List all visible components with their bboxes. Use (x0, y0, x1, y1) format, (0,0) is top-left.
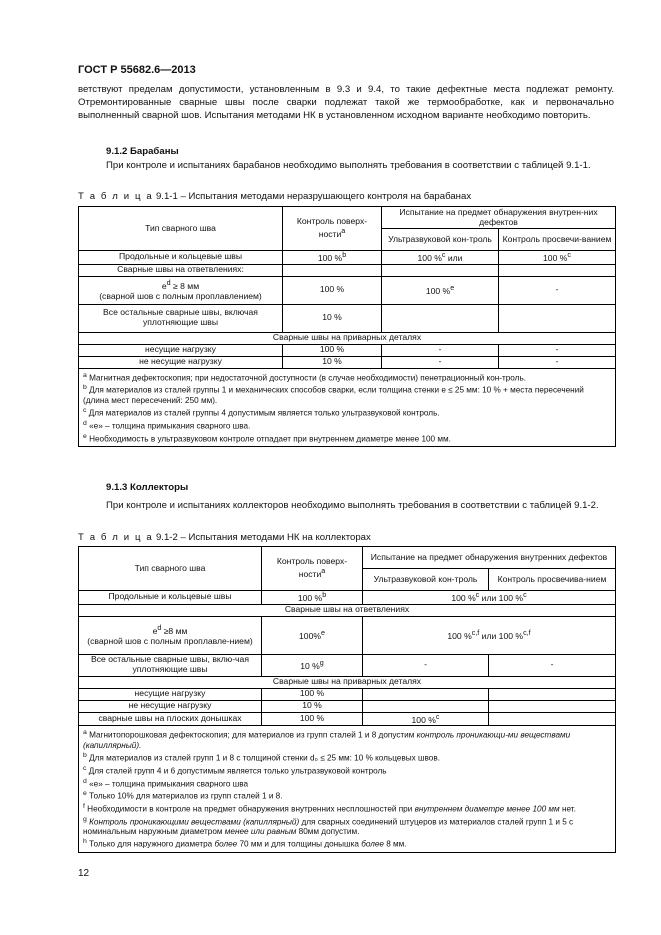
cell-branch-header: Сварные швы на ответвлениях (79, 604, 616, 616)
footnote-text: Для материалов из сталей группы 1 и механических способов сварки, если толщина стенки e ≤ 25 мм: 10 % + места пересечений (длина мест пересечений: 250 мм). (83, 386, 584, 406)
col-header-surface (283, 207, 382, 251)
footnote-text: Магнитная дефектоскопия; при недостаточной доступности (в случае необходимости) пенетрационный кон-троль. (86, 373, 526, 383)
footnote-text: Для материалов из сталей группы 4 допустимым является только ультразвуковой контроль. (86, 408, 440, 418)
footnote-text: Только 10% для материалов из групп сталей 1 и 8. (86, 791, 283, 801)
cell-internal (363, 591, 616, 605)
intro-paragraph: ветствуют пределам допустимости, установленным в 9.3 и 9.4, то такие дефектные места подлежат ремонту. Отремонтированные сварные швы после сварки подлежат такой же термообработке, как и первоначально выполненный сварной шов. Испытания методами НК в установленном исходном варианте необходимо повторить. (78, 84, 614, 121)
footnote (83, 371, 611, 384)
col-header-surface-text: Контроль поверх-ности (296, 216, 368, 239)
cell-surface: 100 % (283, 276, 382, 304)
cell-value: 100 % (451, 592, 476, 603)
footnote-mark: e (83, 432, 87, 440)
cell-rt (499, 251, 616, 265)
table-9-1-2-caption (78, 532, 371, 543)
cell-weld-type: Все остальные сварные швы, вклю-чая уплотняющие швы (79, 654, 262, 676)
cell-empty (499, 304, 616, 332)
footnote-text: «e» – толщина примыкания сварного шва (86, 779, 249, 789)
footnote-mark: e (83, 790, 87, 798)
footnote-ref: c,f (523, 628, 531, 637)
cell-surface: 10 % (283, 304, 382, 332)
footnote-mark: c (83, 764, 87, 772)
caption-text: 9.1-2 – Испытания методами НК на коллекторах (153, 532, 371, 543)
col-header-ut: Ультразвуковой кон-троль (382, 229, 499, 251)
footnote-text: Для сталей групп 4 и 6 допустимым является только ультразвуковой контроль (86, 766, 387, 776)
footnote-text: Необходимость в ультразвуковом контроле отпадает при внутреннем диаметре менее 100 мм. (86, 434, 451, 444)
footnote (83, 406, 611, 419)
col-header-surface-text: Контроль поверх-ности (276, 556, 348, 579)
footnote-ref: c (441, 251, 446, 259)
footnote-ref: а (341, 227, 346, 236)
footnote (83, 837, 611, 850)
col-header-internal: Испытание на предмет обнаружения внутренних дефектов (363, 547, 616, 569)
cell-weld-type: несущие нагрузку (79, 688, 262, 700)
cell-ut: - (363, 654, 489, 676)
cell-value: или 100 % (479, 630, 524, 641)
footnote-text: для сварных соединений штуцеров из материалов сталей групп 1 и 5 с номинальным наружным диаметром (83, 817, 574, 837)
cell-text: (сварной шов с полным проплавлением) (99, 290, 262, 301)
section-9-1-3-heading: 9.1.3 Коллекторы (106, 482, 189, 493)
cell-weld-type: Продольные и кольцевые швы (79, 591, 262, 605)
cell-text: (сварной шов с полным проплавле-нием) (87, 635, 253, 646)
footnote (83, 815, 611, 838)
cell-text: e (152, 625, 158, 636)
footnote-text: Магнитопорошковая дефектоскопия; для материалов из групп сталей 1 и 8 допустим (86, 731, 417, 741)
cell-value: 100 % (411, 714, 436, 725)
footnote-ref: b (322, 591, 327, 599)
col-header-weld-type: Тип сварного шва (79, 207, 283, 251)
cell-value: 100 % (425, 285, 451, 296)
col-header-rt: Контроль просвечива-нием (489, 569, 616, 591)
cell-text: ≥ 8 мм (170, 280, 200, 291)
table-row (79, 356, 616, 368)
footnote-mark: d (83, 419, 87, 427)
cell-surface: 100 % (283, 344, 382, 356)
table-row (79, 700, 616, 712)
footnote-text: 70 мм и для толщины донышка (237, 840, 362, 850)
cell-rt: - (499, 356, 616, 368)
col-header-internal: Испытание на предмет обнаружения внутрен-них дефектов (382, 207, 616, 229)
cell-value: или 100 % (479, 592, 524, 603)
caption-text: 9.1-1 – Испытания методами неразрушающего контроля на барабанах (153, 191, 472, 202)
footnote-ref: d (166, 278, 171, 287)
cell-value: 100 % (417, 252, 442, 263)
footnote (83, 764, 611, 777)
cell-weld-type: сварные швы на плоских донышках (79, 712, 262, 726)
caption-prefix: Т а б л и ц а (78, 532, 154, 543)
footnote-mark: а (83, 371, 87, 379)
cell-surface: 100 % (262, 712, 363, 726)
cell-rt: - (499, 344, 616, 356)
footnote-mark: а (83, 729, 87, 737)
cell-branch-header: Сварные швы на ответвлениях: (79, 264, 283, 276)
cell-internal (363, 616, 616, 654)
footnote (83, 432, 611, 445)
table-9-1-1-caption (78, 191, 471, 202)
footnote (83, 728, 611, 751)
footnote-ref: c (475, 591, 480, 599)
cell-ut: - (382, 356, 499, 368)
section-9-1-2-heading: 9.1.2 Барабаны (106, 146, 179, 157)
document-header: ГОСТ Р 55682.6—2013 (78, 64, 196, 76)
cell-empty (363, 688, 489, 700)
table-row (79, 688, 616, 700)
cell-weld-type: не несущие нагрузку (79, 356, 283, 368)
footnote-mark: h (83, 838, 87, 846)
table-row (79, 264, 616, 276)
cell-ut: - (382, 344, 499, 356)
table-9-1-1 (78, 206, 616, 447)
col-header-surface (262, 547, 363, 591)
footnote-text-italic: более (361, 840, 384, 850)
table-row (79, 591, 616, 605)
footnote-ref: c,f (471, 628, 480, 637)
cell-empty (363, 700, 489, 712)
cell-ut (382, 251, 499, 265)
col-header-ut: Ультразвуковой кон-троль (363, 569, 489, 591)
cell-weld-type: не несущие нагрузку (79, 700, 262, 712)
footnote-text: Для материалов из сталей групп 1 и 8 с толщиной стенки d₀ ≤ 25 мм: 10 % кольцевых швов. (86, 753, 440, 763)
cell-surface: 100 % (262, 688, 363, 700)
footnote-text-italic: Контроль проникающими веществами (капиллярный) (86, 817, 300, 827)
cell-empty (499, 264, 616, 276)
footnote-ref: c (567, 251, 571, 259)
footnote-ref: e (450, 283, 455, 292)
footnote-text: Только для наружного диаметра (86, 840, 215, 850)
footnote (83, 777, 611, 790)
footnote-mark: c (83, 407, 87, 415)
cell-value: 100 % (317, 252, 343, 263)
table-9-1-2 (78, 546, 616, 853)
footnote-text: 8 мм. (383, 840, 407, 850)
table-row (79, 304, 616, 332)
footnote-text: нет. (559, 804, 576, 814)
footnote (83, 383, 611, 406)
cell-empty (489, 688, 616, 700)
footnote-ref: c (523, 591, 527, 599)
footnote-text-italic: более (214, 840, 238, 850)
cell-text: ≥8 мм (161, 625, 188, 636)
cell-surface: 10 % (262, 700, 363, 712)
cell-value-suffix: или (445, 252, 463, 263)
footnote-text-italic: внутреннем диаметре менее 100 мм (414, 804, 560, 814)
cell-surface (283, 251, 382, 265)
cell-value: 100 % (447, 630, 472, 641)
footnote-text-italic: менее или равным (224, 827, 297, 837)
cell-text: e (161, 280, 167, 291)
footnote-mark: b (83, 384, 87, 392)
cell-surface (262, 616, 363, 654)
footnote-mark: b (83, 752, 87, 760)
cell-value: 100% (299, 630, 321, 641)
footnote-mark: f (83, 802, 85, 810)
cell-surface: 10 % (283, 356, 382, 368)
table-row (79, 654, 616, 676)
footnote-text-italic: контроль проникающи-ми веществами (капиллярный). (83, 731, 571, 751)
cell-ut (382, 276, 499, 304)
section-9-1-3-paragraph: При контроле и испытаниях коллекторов необходимо выполнять требования в соответствии с таблицей 9.1-2. (106, 500, 599, 511)
cell-empty (283, 264, 382, 276)
footnote (83, 751, 611, 764)
table-footnotes (79, 726, 616, 853)
cell-weld-type (79, 616, 262, 654)
cell-weld-type: Продольные и кольцевые швы (79, 251, 283, 265)
section-9-1-2-paragraph: При контроле и испытаниях барабанов необходимо выполнять требования в соответствии с таблицей 9.1-1. (106, 160, 591, 171)
table-row (79, 251, 616, 265)
footnote (83, 789, 611, 802)
footnote-mark: g (83, 815, 87, 823)
cell-value: 100 % (543, 252, 568, 263)
caption-prefix: Т а б л и ц а (78, 191, 154, 202)
cell-surface (262, 591, 363, 605)
col-header-rt: Контроль просвечи-ванием (499, 229, 616, 251)
page-number: 12 (78, 868, 90, 879)
cell-rt: - (489, 654, 616, 676)
cell-weld-type (79, 276, 283, 304)
footnote (83, 419, 611, 432)
footnote-ref: e (321, 628, 325, 637)
footnote-ref: g (319, 658, 324, 667)
table-row (79, 276, 616, 304)
table-footnotes (79, 368, 616, 447)
cell-ut (363, 712, 489, 726)
footnote-text: Необходимости в контроле на предмет обнаружения внутренних несплошностей при (84, 804, 415, 814)
footnote-ref: d (157, 623, 162, 632)
cell-weld-type: несущие нагрузку (79, 344, 283, 356)
cell-attachment-header: Сварные швы на приварных деталях (79, 332, 616, 344)
footnote-text: 80мм допустим. (296, 827, 360, 837)
table-row (79, 712, 616, 726)
col-header-weld-type: Тип сварного шва (79, 547, 262, 591)
cell-value: 10 % (300, 660, 320, 671)
cell-empty (382, 264, 499, 276)
cell-empty (489, 712, 616, 726)
table-row (79, 616, 616, 654)
cell-value: 100 % (297, 592, 323, 603)
cell-weld-type: Все остальные сварные швы, включая уплотняющие швы (79, 304, 283, 332)
footnote-ref: а (321, 567, 326, 576)
footnote-mark: d (83, 777, 87, 785)
footnote (83, 802, 611, 815)
footnote-ref: c (435, 712, 440, 721)
table-row (79, 344, 616, 356)
cell-rt: - (499, 276, 616, 304)
cell-attachment-header: Сварные швы на приварных деталях (79, 676, 616, 688)
cell-surface (262, 654, 363, 676)
footnote-text: «e» – толщина примыкания сварного шва. (86, 421, 251, 431)
cell-empty (489, 700, 616, 712)
footnote-ref: b (342, 251, 347, 259)
cell-empty (382, 304, 499, 332)
